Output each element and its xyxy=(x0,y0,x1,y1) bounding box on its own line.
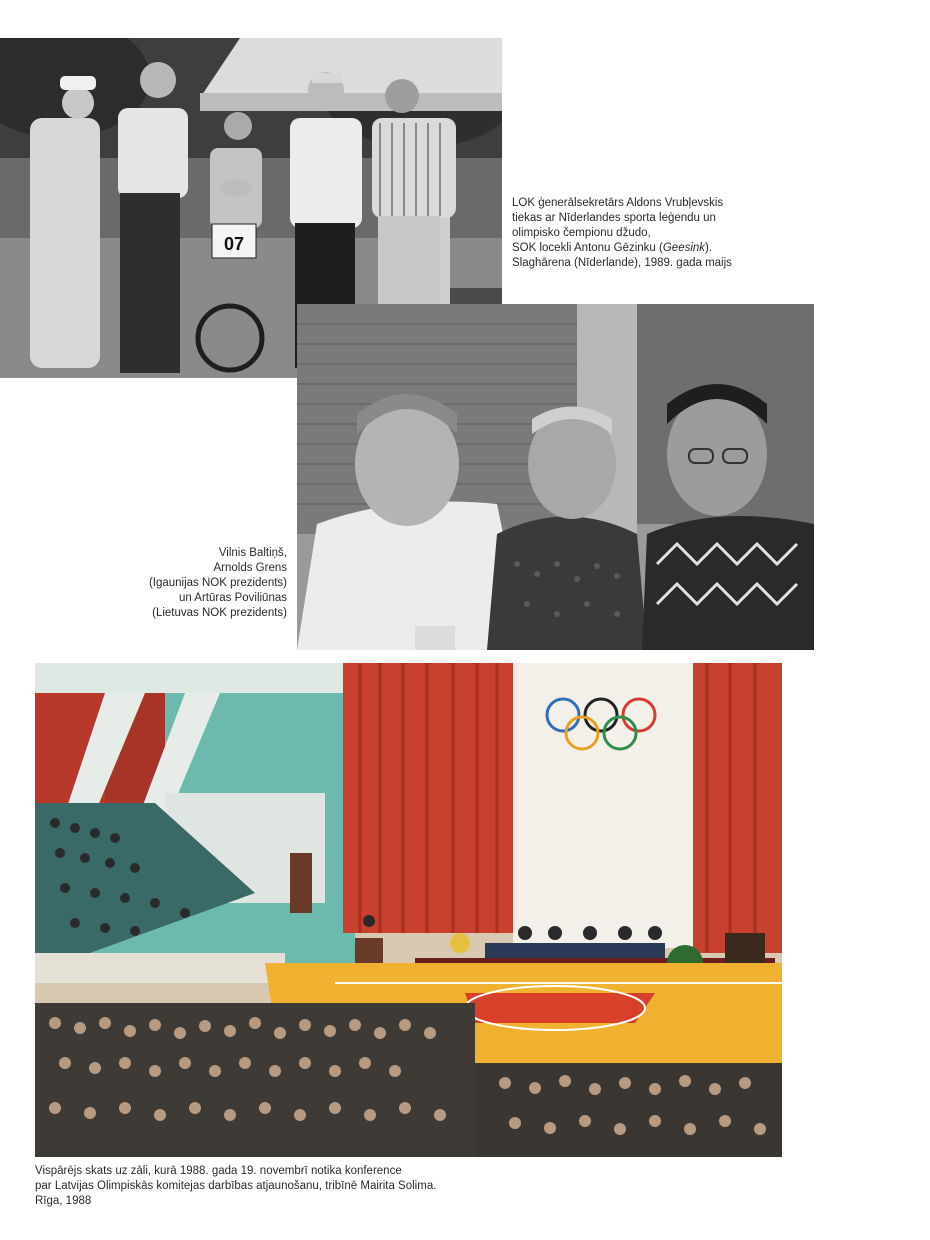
caption-line: LOK ģenerālsekretārs Aldons Vrubļevskis xyxy=(512,197,724,209)
caption-italic-name: Geesink xyxy=(662,242,706,254)
caption-line: Vispārējs skats uz zāli, kurā 1988. gada 19. novembrī notika konference xyxy=(35,1165,402,1177)
caption-line xyxy=(512,241,772,256)
photo-three-men-image xyxy=(297,304,814,650)
photo-conference-hall xyxy=(35,663,782,1157)
caption-line: olimpisko čempionu džudo, xyxy=(512,227,651,239)
caption-line: (Lietuvas NOK prezidents) xyxy=(152,607,287,619)
caption-photo-handshake xyxy=(512,196,772,271)
caption-line: un Artūras Poviliūnas xyxy=(178,592,287,604)
bike-number-plate: 07 xyxy=(223,234,245,254)
caption-photo-three-men xyxy=(90,546,287,621)
caption-photo-conference-hall xyxy=(35,1164,595,1209)
caption-line: (Igaunijas NOK prezidents) xyxy=(148,577,287,589)
caption-line: tiekas ar Nīderlandes sporta leģendu un xyxy=(512,212,716,224)
caption-line: Arnolds Grens xyxy=(213,562,287,574)
caption-text: ). xyxy=(705,242,713,254)
caption-line: Slaghārena (Nīderlande), 1989. gada maijs xyxy=(512,257,732,269)
photo-three-men xyxy=(297,304,814,650)
caption-text: SOK locekli Antonu Gēzinku ( xyxy=(512,242,663,254)
caption-line: par Latvijas Olimpiskās komitejas darbības atjaunošanu, tribīnē Mairita Solima. xyxy=(35,1180,437,1192)
photo-conference-hall-image xyxy=(35,663,782,1157)
caption-line: Vilnis Baltiņš, xyxy=(218,547,287,559)
caption-line: Rīga, 1988 xyxy=(35,1195,92,1207)
